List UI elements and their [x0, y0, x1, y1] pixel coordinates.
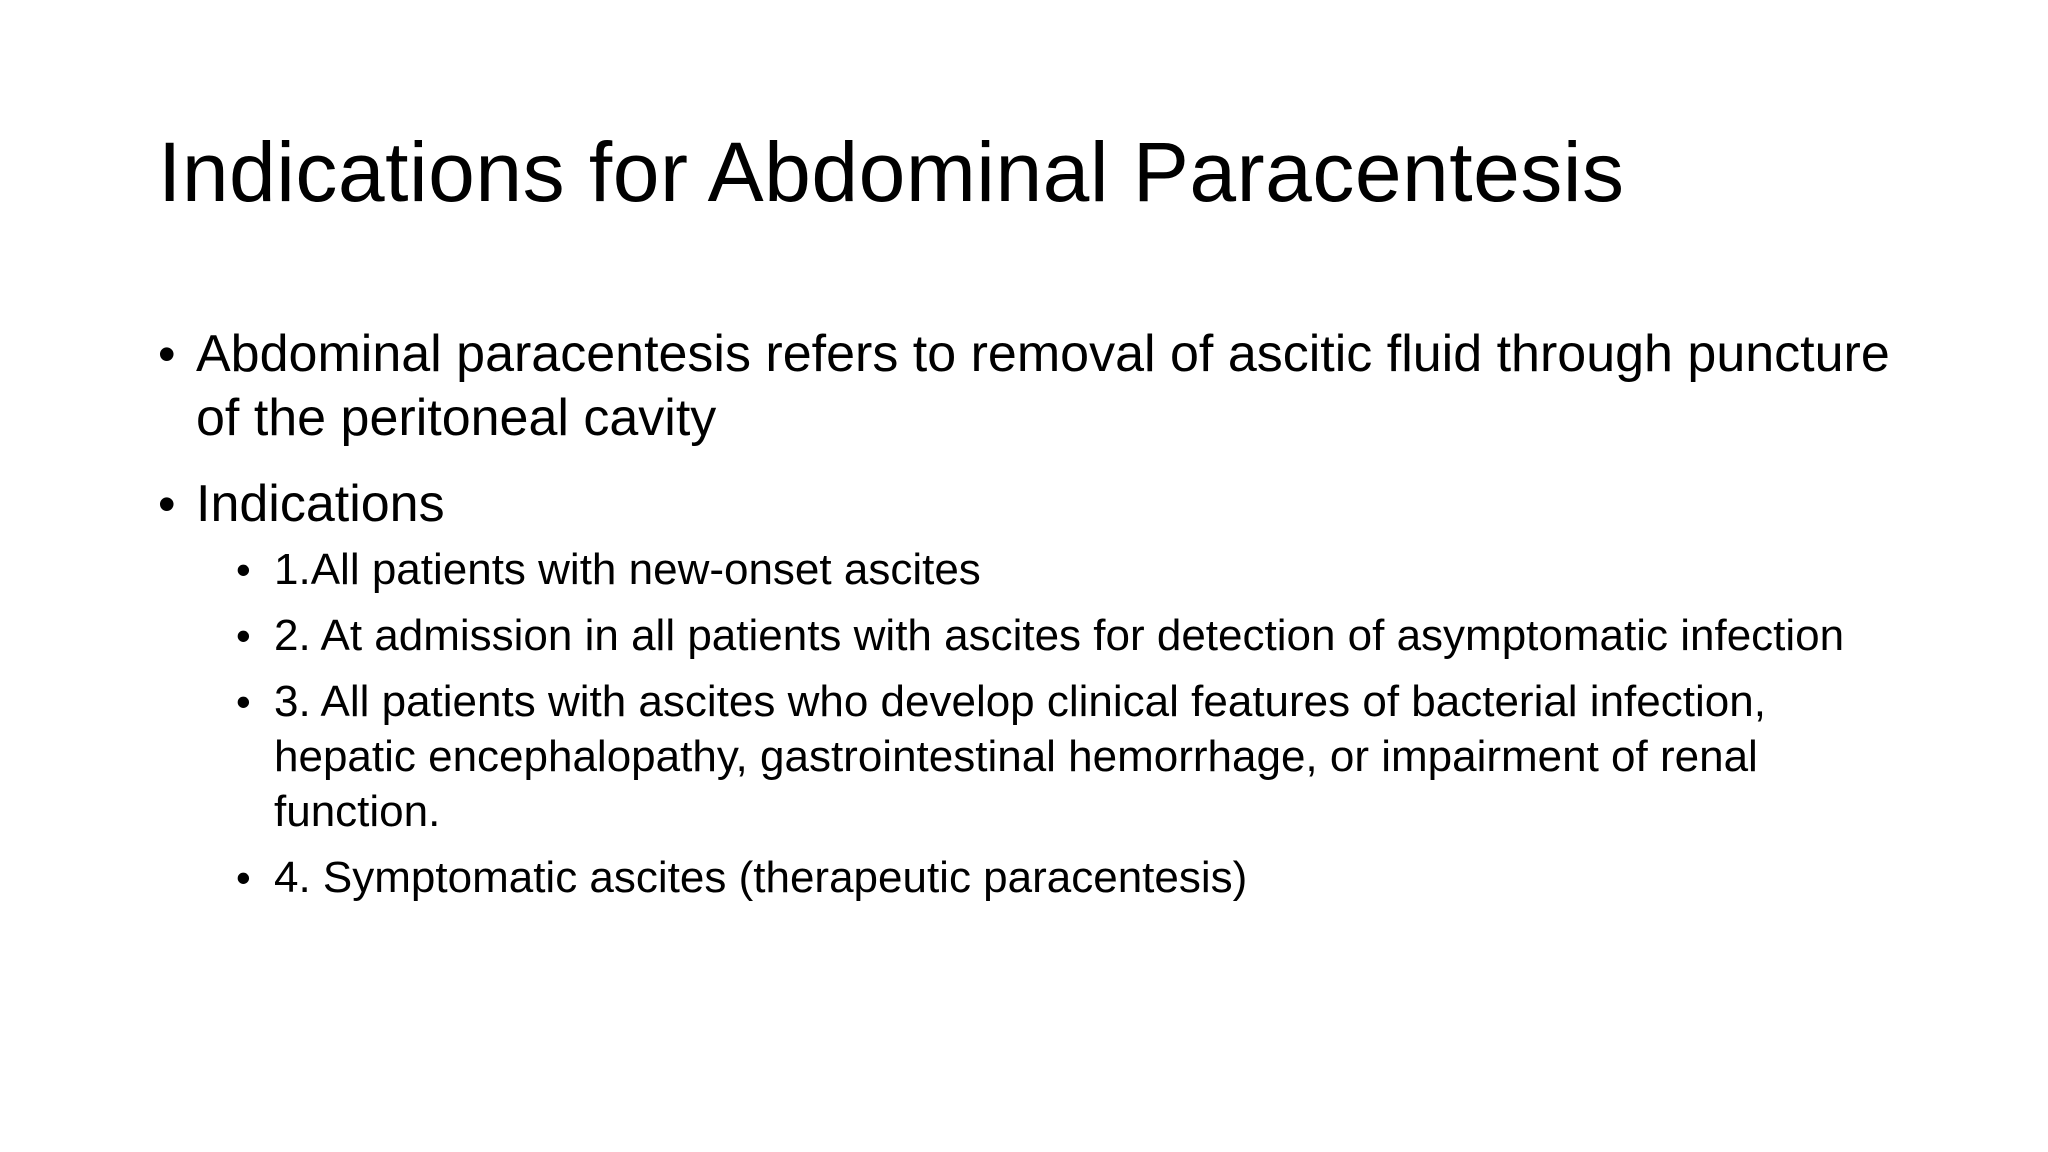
bullet-text: Abdominal paracentesis refers to removal of ascitic fluid through puncture of the peritoneal cavity [196, 325, 1890, 447]
slide-body [158, 322, 1918, 916]
sub-bullet-icon: • [236, 854, 251, 901]
slide-title: Indications for Abdominal Paracentesis [158, 125, 1625, 219]
sub-bullet-4 [236, 850, 1918, 905]
sub-bullet-text: 2. At admission in all patients with ascites for detection of asymptomatic infection [274, 611, 1845, 660]
sub-bullet-2 [236, 608, 1918, 663]
bullet-text: Indications [196, 475, 445, 533]
bullet-icon: • [158, 476, 176, 532]
sub-bullet-icon: • [236, 612, 251, 659]
sub-bullet-icon: • [236, 546, 251, 593]
sub-bullet-text: 3. All patients with ascites who develop clinical features of bacterial infection, hepatic encephalopathy, gastrointestinal hemorrhage, or impairment of renal function. [274, 677, 1766, 836]
bullet-indications [158, 472, 1918, 536]
bullet-icon: • [158, 326, 176, 382]
sub-bullet-text: 1.All patients with new-onset ascites [274, 545, 981, 594]
bullet-definition [158, 322, 1918, 450]
sub-bullet-3 [236, 674, 1918, 839]
sub-bullet-1 [236, 542, 1918, 597]
sub-bullet-icon: • [236, 678, 251, 725]
sub-bullet-text: 4. Symptomatic ascites (therapeutic paracentesis) [274, 853, 1248, 902]
